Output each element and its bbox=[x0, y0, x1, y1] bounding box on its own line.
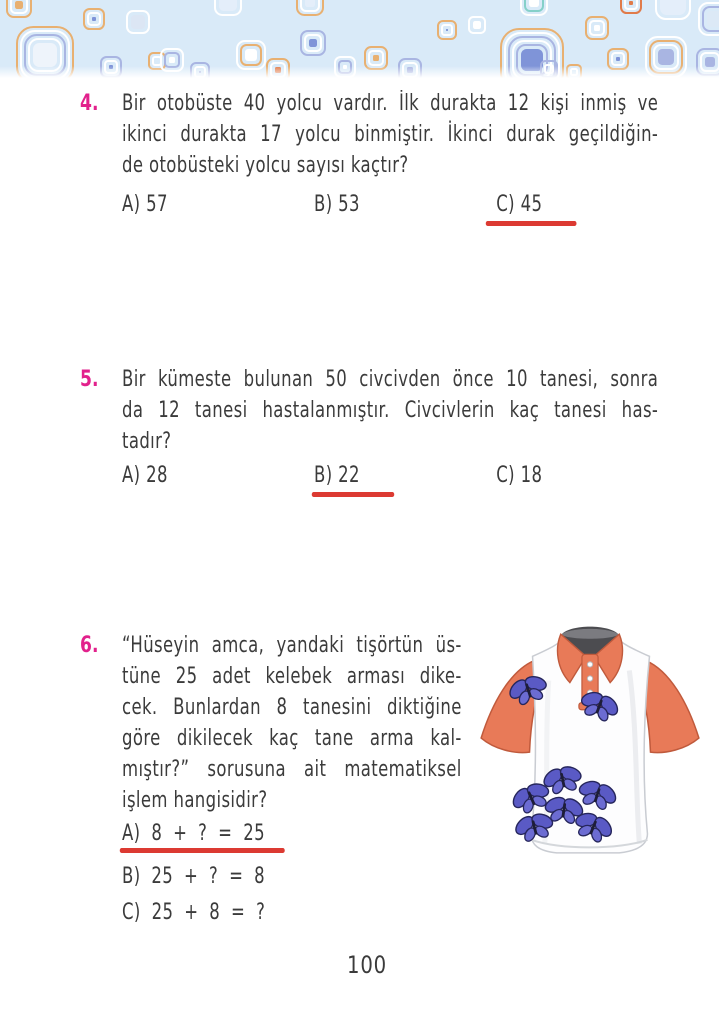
decor-rounded-square-icon bbox=[398, 58, 422, 78]
question-4 bbox=[122, 91, 658, 236]
decorative-header-band bbox=[0, 0, 719, 78]
question-4-line-1: Bir otobüste 40 yolcu vardır. İlk durakta 12 kişi inmiş ve bbox=[122, 91, 659, 116]
decor-rounded-square-icon bbox=[300, 30, 326, 56]
question-6-line-1: “Hüseyin amca, yandaki tişörtün üs- bbox=[122, 633, 462, 658]
decor-rounded-square-icon bbox=[364, 46, 388, 70]
question-5-line-3: tadır? bbox=[122, 429, 172, 454]
question-4-option-c: C) 45 bbox=[496, 192, 543, 217]
decor-rounded-square-icon bbox=[83, 8, 105, 30]
decor-rounded-square-icon bbox=[266, 58, 290, 78]
decor-rounded-square-icon bbox=[540, 60, 558, 78]
question-5-line-1: Bir kümeste bulunan 50 civcivden önce 10 tanesi, sonra bbox=[122, 367, 659, 392]
question-6-line-5: mıştır?” sorusuna ait matematiksel bbox=[122, 757, 462, 782]
question-6-line-2: tüne 25 adet kelebek arması dike- bbox=[122, 664, 462, 689]
question-5-option-a: A) 28 bbox=[122, 463, 168, 488]
question-6-line-3: cek. Bunlardan 8 tanesini diktiğine bbox=[122, 695, 462, 720]
decor-rounded-square-icon bbox=[437, 20, 457, 40]
decor-rounded-square-icon bbox=[126, 10, 150, 34]
decor-rounded-square-icon bbox=[645, 36, 687, 78]
decor-rounded-square-icon bbox=[6, 0, 32, 18]
shirt-button bbox=[587, 676, 592, 681]
decor-rounded-square-icon bbox=[468, 16, 486, 34]
question-5-number: 5. bbox=[80, 367, 99, 392]
decor-rounded-square-icon bbox=[698, 2, 719, 36]
decor-rounded-square-icon bbox=[655, 0, 691, 20]
question-6-option-c: C) 25 + 8 = ? bbox=[122, 900, 266, 925]
question-4-line-3: de otobüsteki yolcu sayısı kaçtır? bbox=[122, 153, 409, 178]
question-4-number: 4. bbox=[80, 91, 99, 116]
decor-rounded-square-icon bbox=[236, 40, 266, 70]
tshirt-illustration bbox=[468, 610, 710, 862]
decor-rounded-square-icon bbox=[607, 48, 629, 70]
question-4-line-2: ikinci durakta 17 yolcu binmiştir. İkinci durak geçildiğin- bbox=[122, 122, 659, 147]
decor-rounded-square-icon bbox=[520, 0, 548, 16]
decor-rounded-square-icon bbox=[16, 26, 74, 78]
question-5 bbox=[122, 367, 658, 512]
correct-answer-underline-q5 bbox=[312, 492, 395, 497]
question-6-line-4: göre dikilecek kaç tane arma kal- bbox=[122, 726, 462, 751]
correct-answer-underline-q6 bbox=[120, 848, 285, 853]
decor-rounded-square-icon bbox=[296, 0, 324, 16]
decor-rounded-square-icon bbox=[214, 0, 242, 16]
question-6-line-6: işlem hangisidir? bbox=[122, 788, 268, 813]
question-4-option-b: B) 53 bbox=[314, 192, 360, 217]
question-6-option-a: A) 8 + ? = 25 bbox=[122, 821, 265, 846]
decor-rounded-square-icon bbox=[566, 64, 582, 78]
page-number: 100 bbox=[347, 951, 388, 979]
question-6-number: 6. bbox=[80, 633, 99, 658]
decor-rounded-square-icon bbox=[500, 28, 564, 78]
decor-rounded-square-icon bbox=[696, 48, 719, 76]
correct-answer-underline-q4 bbox=[486, 221, 577, 226]
question-6-option-b: B) 25 + ? = 8 bbox=[122, 864, 266, 889]
decor-rounded-square-icon bbox=[334, 56, 356, 78]
decor-rounded-square-icon bbox=[620, 0, 642, 14]
question-4-option-a: A) 57 bbox=[122, 192, 168, 217]
shirt-button bbox=[587, 662, 592, 667]
question-6 bbox=[122, 633, 462, 933]
decor-rounded-square-icon bbox=[585, 16, 609, 40]
question-5-option-c: C) 18 bbox=[496, 463, 543, 488]
decor-rounded-square-icon bbox=[100, 56, 122, 78]
question-5-line-2: da 12 tanesi hastalanmıştır. Civcivlerin kaç tanesi has- bbox=[122, 398, 659, 423]
decor-rounded-square-icon bbox=[190, 62, 210, 78]
question-5-option-b: B) 22 bbox=[314, 463, 360, 488]
decor-rounded-square-icon bbox=[160, 48, 184, 72]
